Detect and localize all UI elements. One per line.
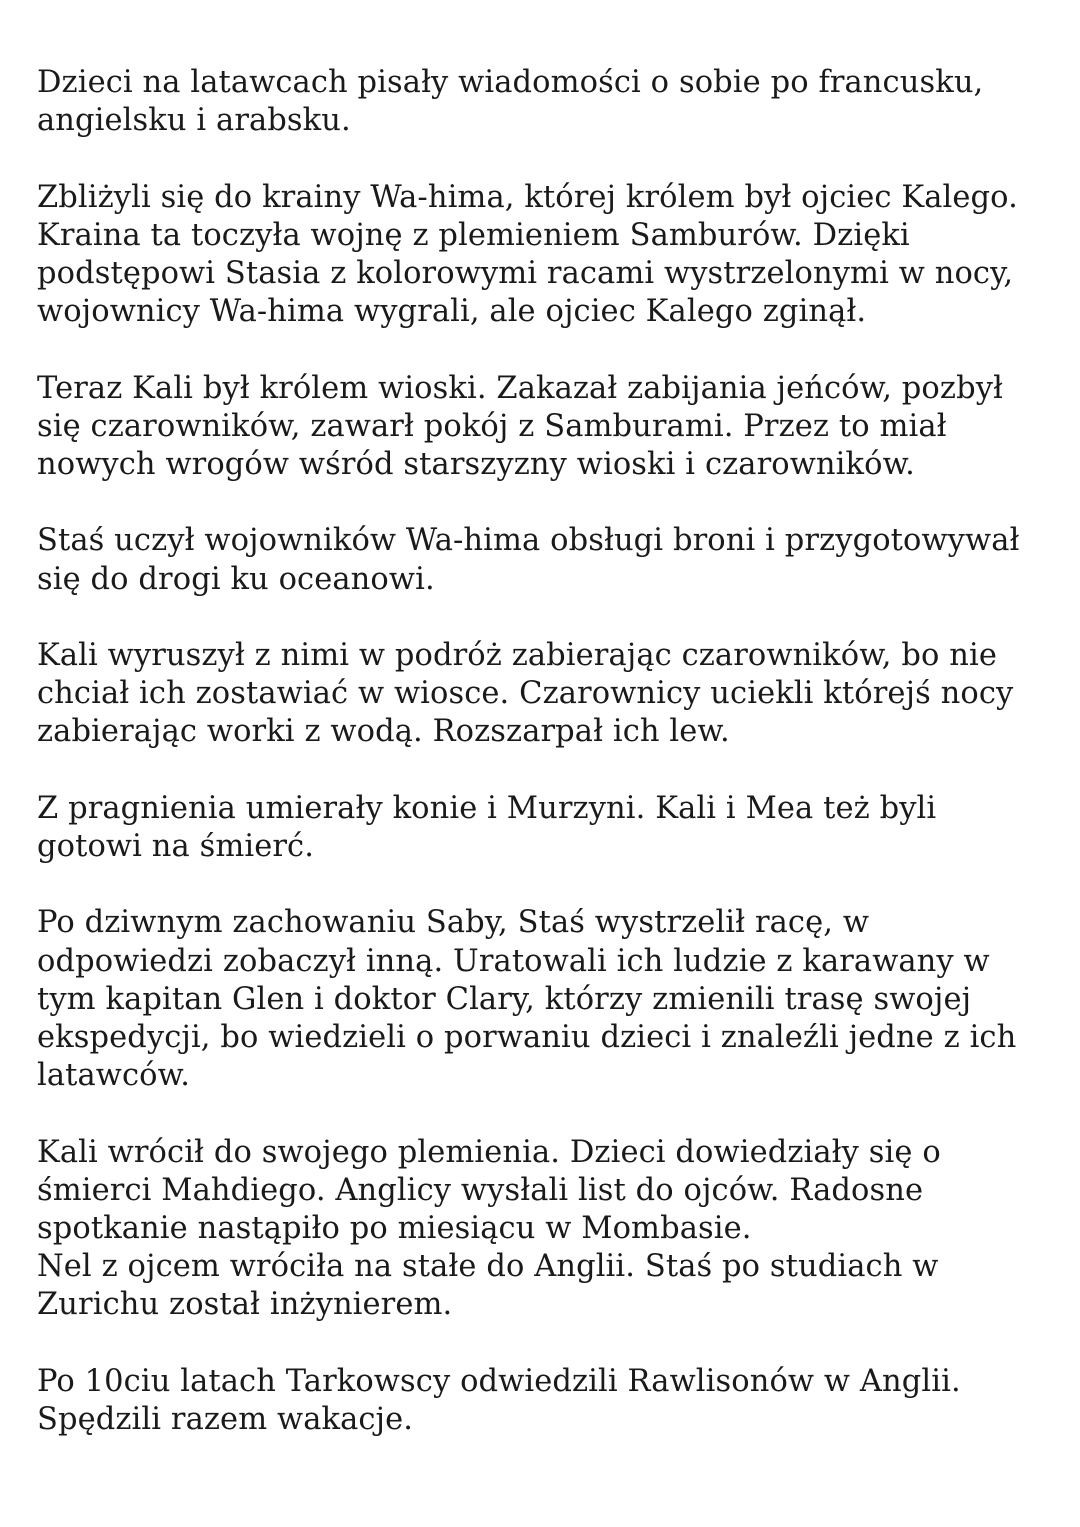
text-line: Dzieci na latawcach pisały wiadomości o sobie po francusku, [37,65,984,100]
text-line: odpowiedzi zobaczył inną. Uratowali ich ludzie z karawany w [37,943,990,979]
paragraph-rescue [37,904,1057,1095]
text-line: angielsku i arabsku. [37,103,351,139]
paragraph-journey [37,637,1057,752]
text-line: tym kapitan Glen i doktor Clary, którzy zmienili trasę swojej [37,981,972,1017]
text-line: gotowi na śmierć. [37,828,315,864]
text-line: zabierając worki z wodą. Rozszarpał ich lew. [37,714,730,750]
paragraph-kali-king [37,370,1057,485]
text-line: Staś uczył wojowników Wa-hima obsługi broni i przygotowywał [37,523,1020,559]
text-line: chciał ich zostawiać w wiosce. Czarownicy uciekli którejś nocy [37,676,1014,712]
text-line: śmierci Mahdiego. Anglicy wysłali list do ojców. Radosne [37,1172,924,1208]
paragraph-thirst [37,790,1057,866]
text-line: podstępowi Stasia z kolorowymi racami wystrzelonymi w nocy, [37,256,1014,291]
text-line: Kraina ta toczyła wojnę z plemieniem Samburów. Dzięki [37,217,910,253]
paragraph-wahima [37,179,1057,332]
paragraph-return [37,1134,1057,1325]
text-line: się do drogi ku oceanowi. [37,561,435,597]
text-line: Zurichu został inżynierem. [37,1287,453,1323]
text-line: się czarowników, zawarł pokój z Samburami. Przez to miał [37,408,947,444]
text-line: ekspedycji, bo wiedzieli o porwaniu dzieci i znaleźli jedne z ich [37,1019,1017,1055]
text-line: spotkanie nastąpiło po miesiącu w Mombasie. [37,1210,752,1246]
text-line: Po 10ciu latach Tarkowscy odwiedzili Rawlisonów w Anglii. [37,1363,961,1399]
text-line: wojownicy Wa-hima wygrali, ale ojciec Kalego zginął. [37,294,867,330]
text-line: Spędzili razem wakacje. [37,1401,414,1437]
paragraph-kites [37,64,1057,140]
paragraph-stas-training [37,522,1057,598]
text-line: Kali wyruszył z nimi w podróż zabierając czarowników, bo nie [37,637,998,673]
text-line: Kali wrócił do swojego plemienia. Dzieci dowiedziały się o [37,1134,941,1170]
text-line: Zbliżyli się do krainy Wa-hima, której królem był ojciec Kalego. [37,179,1018,215]
paragraph-epilogue [37,1363,1057,1439]
text-line: nowych wrogów wśród starszyzny wioski i czarowników. [37,447,915,482]
text-line: Po dziwnym zachowaniu Saby, Staś wystrzelił racę, w [37,905,870,941]
text-line: Z pragnienia umierały konie i Murzyni. Kali i Mea też byli [37,790,937,826]
text-line: Teraz Kali był królem wioski. Zakazał zabijania jeńców, pozbył [37,370,1004,406]
document-page [37,64,1057,1477]
text-line: Nel z ojcem wróciła na stałe do Anglii. Staś po studiach w [37,1249,939,1285]
text-line: latawców. [37,1058,191,1094]
